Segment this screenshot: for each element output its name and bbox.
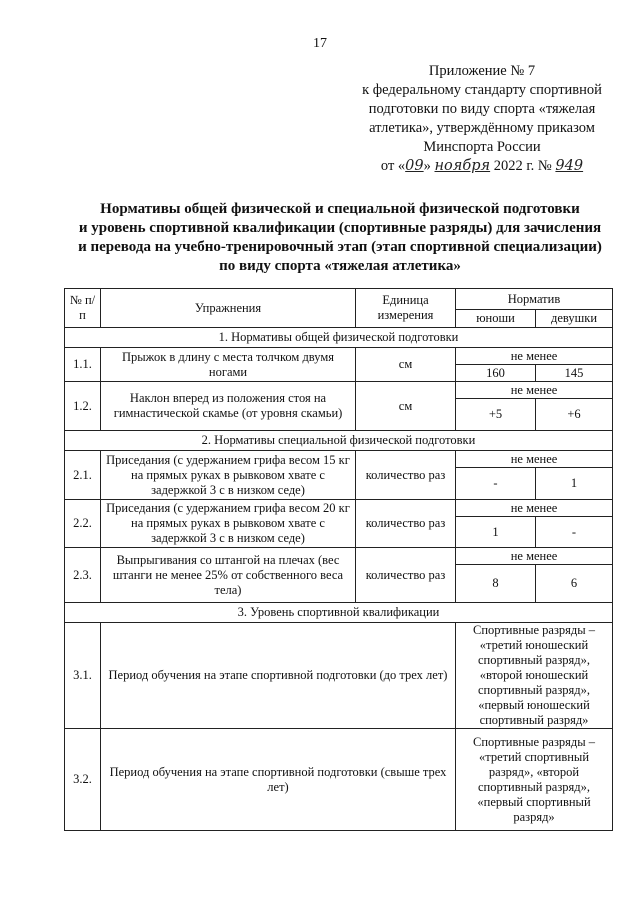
row-boys: 1 [456, 517, 536, 548]
section-title: 2. Нормативы специальной физической подготовки [65, 431, 613, 451]
header-exercise: Упражнения [101, 289, 356, 328]
row-num: 3.1. [65, 623, 101, 729]
handwritten-day: 09 [405, 158, 424, 174]
row-condition: не менее [456, 548, 613, 565]
appendix-line: атлетика», утверждённому приказом [369, 120, 595, 136]
date-prefix: от « [380, 158, 406, 174]
document-title [70, 200, 610, 276]
row-num: 2.1. [65, 451, 101, 500]
row-girls: - [536, 517, 613, 548]
row-value: Спортивные разряды – «третий спортивный разряд», «второй спортивный разряд», «первый спортивный разряд» [456, 729, 613, 831]
row-num: 2.2. [65, 500, 101, 548]
title-line: и уровень спортивной квалификации (спортивные разряды) для зачисления [78, 220, 602, 236]
row-exercise: Приседания (с удержанием грифа весом 20 кг на прямых руках в рывковом хвате с задержкой 3 с в низком седе) [101, 500, 356, 548]
row-unit: количество раз [356, 548, 456, 603]
appendix-line: подготовки по виду спорта «тяжелая [368, 101, 596, 117]
header-unit: Единица измерения [356, 289, 456, 328]
appendix-title: Приложение № 7 [428, 63, 536, 79]
row-condition: не менее [456, 348, 613, 365]
row-boys: 160 [456, 365, 536, 382]
row-boys: - [456, 468, 536, 500]
section-title: 1. Нормативы общей физической подготовки [65, 328, 613, 348]
row-unit: см [356, 382, 456, 431]
norms-table [64, 288, 613, 831]
title-line: и перевода на учебно-тренировочный этап (этап спортивной специализации) [78, 239, 602, 255]
row-num: 3.2. [65, 729, 101, 831]
row-girls: 6 [536, 565, 613, 603]
title-line: Нормативы общей физической и специальной физической подготовки [100, 201, 580, 217]
page-number: 17 [313, 36, 327, 51]
row-num: 1.2. [65, 382, 101, 431]
row-condition: не менее [456, 382, 613, 399]
header-num: № п/п [65, 289, 101, 328]
row-exercise: Период обучения на этапе спортивной подготовки (свыше трех лет) [101, 729, 456, 831]
row-condition: не менее [456, 500, 613, 517]
row-girls: 1 [536, 468, 613, 500]
section-title: 3. Уровень спортивной квалификации [65, 603, 613, 623]
appendix-line: Минспорта России [423, 139, 541, 155]
row-exercise: Выпрыгивания со штангой на плечах (вес штанги не менее 25% от собственного веса тела) [101, 548, 356, 603]
row-exercise: Прыжок в длину с места толчком двумя ногами [101, 348, 356, 382]
title-line: по виду спорта «тяжелая атлетика» [219, 258, 461, 274]
header-norm: Норматив [456, 289, 613, 310]
appendix-block [352, 62, 612, 176]
header-girls: девушки [536, 310, 613, 328]
appendix-line: к федеральному стандарту спортивной [362, 82, 602, 98]
row-exercise: Наклон вперед из положения стоя на гимнастической скамье (от уровня скамьи) [101, 382, 356, 431]
row-exercise: Период обучения на этапе спортивной подготовки (до трех лет) [101, 623, 456, 729]
appendix-date [352, 157, 612, 176]
row-unit: см [356, 348, 456, 382]
row-num: 2.3. [65, 548, 101, 603]
row-num: 1.1. [65, 348, 101, 382]
date-year: 2022 г. № [490, 158, 556, 174]
row-girls: 145 [536, 365, 613, 382]
row-unit: количество раз [356, 500, 456, 548]
date-mid: » [423, 158, 431, 174]
handwritten-month: ноября [434, 158, 491, 174]
row-boys: 8 [456, 565, 536, 603]
row-boys: +5 [456, 399, 536, 431]
handwritten-number: 949 [555, 158, 584, 174]
row-value: Спортивные разряды – «третий юношеский спортивный разряд», «второй юношеский спортивный разряд», «первый юношеский спортивный разряд» [456, 623, 613, 729]
header-boys: юноши [456, 310, 536, 328]
row-condition: не менее [456, 451, 613, 468]
row-girls: +6 [536, 399, 613, 431]
row-exercise: Приседания (с удержанием грифа весом 15 кг на прямых руках в рывковом хвате с задержкой 3 с в низком седе) [101, 451, 356, 500]
row-unit: количество раз [356, 451, 456, 500]
